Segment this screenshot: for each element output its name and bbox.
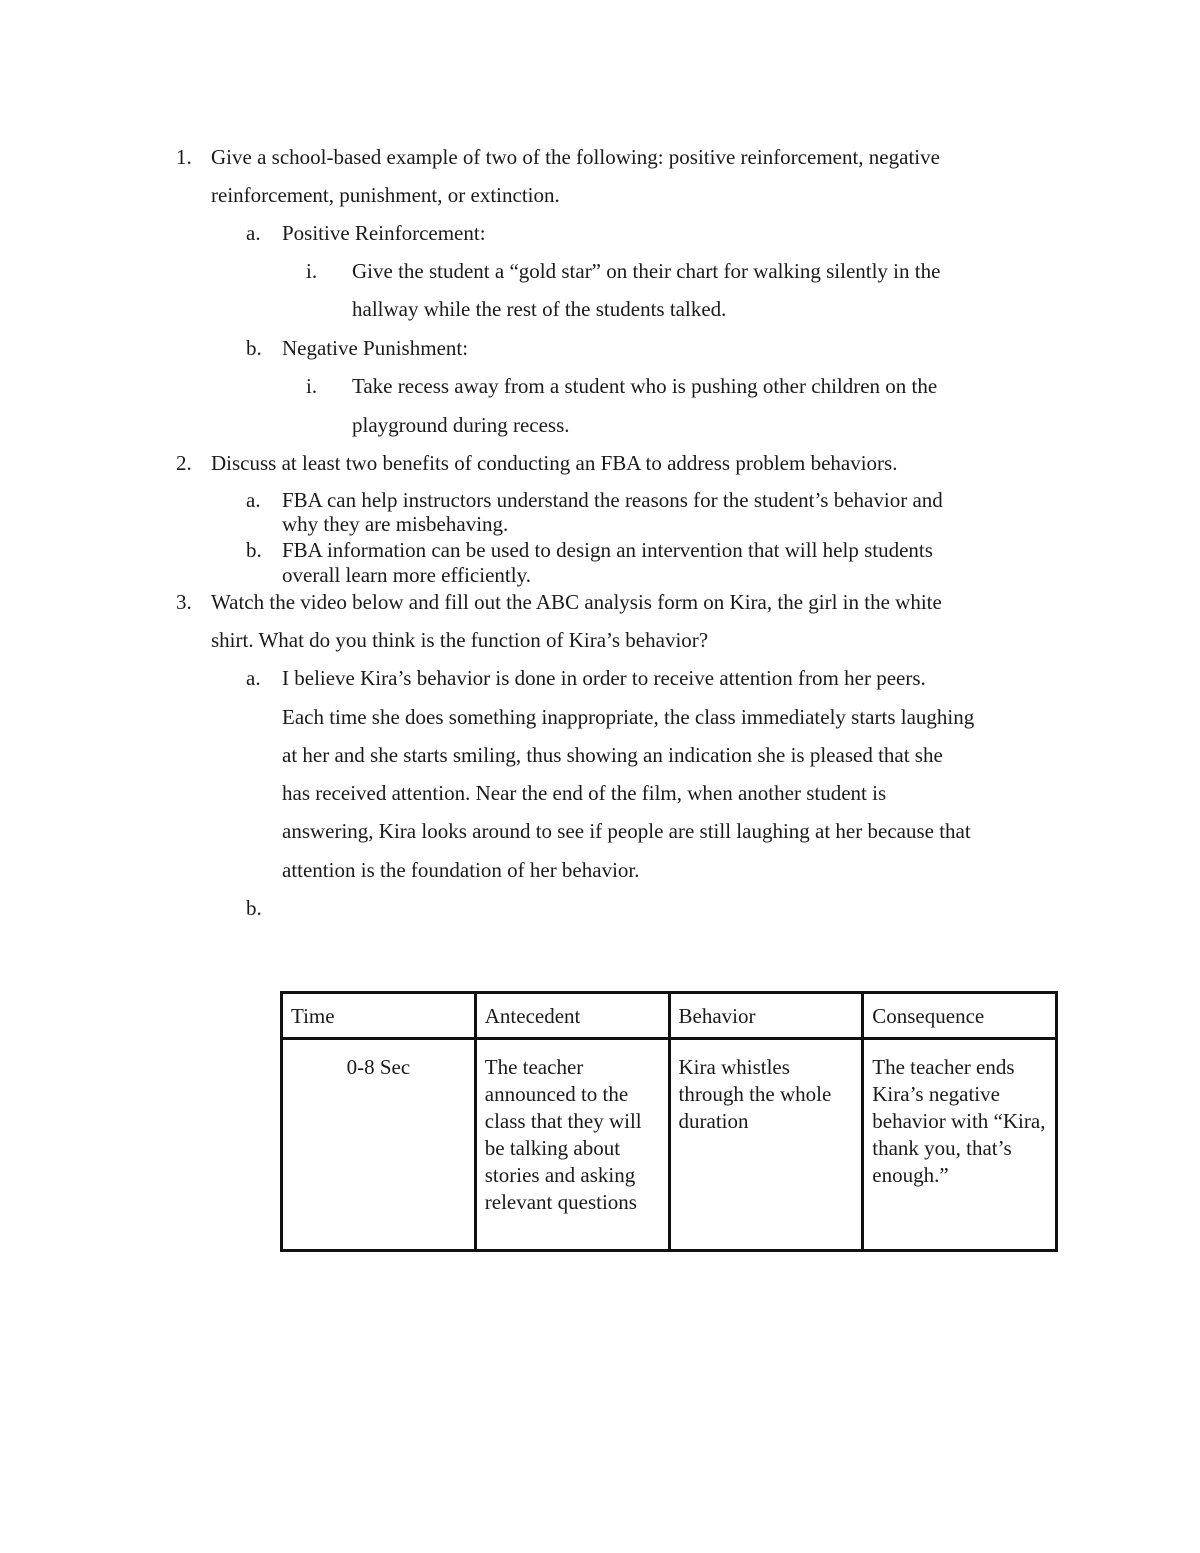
item-1a-marker: a. [246,221,261,245]
cell-consequence: The teacher ends Kira’s negative behavior with “Kira, thank you, that’s enough.” [863,1039,1057,1251]
cell-behavior: Kira whistles through the whole duration [669,1039,863,1251]
item-3-line-2: shirt. What do you think is the function of Kira’s behavior? [211,628,709,652]
item-3a-marker: a. [246,666,261,690]
item-1b-i-line-1: Take recess away from a student who is pushing other children on the [352,374,938,398]
item-1-line-2: reinforcement, punishment, or extinction. [211,183,560,207]
item-2-line-1: Discuss at least two benefits of conducting an FBA to address problem behaviors. [211,451,898,475]
item-3-line-1: Watch the video below and fill out the ABC analysis form on Kira, the girl in the white [211,590,942,614]
item-1a-label: Positive Reinforcement: [282,221,486,245]
item-3a-line-4: has received attention. Near the end of the film, when another student is [282,781,887,805]
cell-time: 0-8 Sec [282,1039,476,1251]
item-1b-label: Negative Punishment: [282,336,469,360]
table-row [282,1039,1057,1251]
item-2b-line-2: overall learn more efficiently. [282,563,531,587]
item-1a-i-marker: i. [306,259,318,283]
item-1b-marker: b. [246,336,262,360]
table-header-row [282,993,1057,1039]
header-time: Time [282,993,476,1039]
item-3a-line-5: answering, Kira looks around to see if people are still laughing at her because that [282,819,971,843]
item-2b-marker: b. [246,538,262,562]
item-3a-line-3: at her and she starts smiling, thus showing an indication she is pleased that she [282,743,943,767]
cell-antecedent: The teacher announced to the class that they will be talking about stories and asking relevant questions [475,1039,669,1251]
item-1b-i-line-2: playground during recess. [352,413,570,437]
item-2b-line-1: FBA information can be used to design an intervention that will help students [282,538,933,562]
item-3a-line-6: attention is the foundation of her behavior. [282,858,640,882]
header-antecedent: Antecedent [475,993,669,1039]
item-2a-line-1: FBA can help instructors understand the reasons for the student’s behavior and [282,488,943,512]
item-1-line-1: Give a school-based example of two of the following: positive reinforcement, negative [211,145,940,169]
item-1a-i-line-2: hallway while the rest of the students talked. [352,297,727,321]
item-1b-i-marker: i. [306,374,318,398]
item-3b-marker: b. [246,896,262,920]
item-3a-line-1: I believe Kira’s behavior is done in order to receive attention from her peers. [282,666,926,690]
item-2a-marker: a. [246,488,261,512]
header-consequence: Consequence [863,993,1057,1039]
header-behavior: Behavior [669,993,863,1039]
item-1-number: 1. [176,145,192,169]
item-3-number: 3. [176,590,192,614]
abc-analysis-table [280,991,1058,1252]
item-1a-i-line-1: Give the student a “gold star” on their chart for walking silently in the [352,259,941,283]
item-2a-line-2: why they are misbehaving. [282,512,509,536]
item-2-number: 2. [176,451,192,475]
item-3a-line-2: Each time she does something inappropriate, the class immediately starts laughing [282,705,975,729]
